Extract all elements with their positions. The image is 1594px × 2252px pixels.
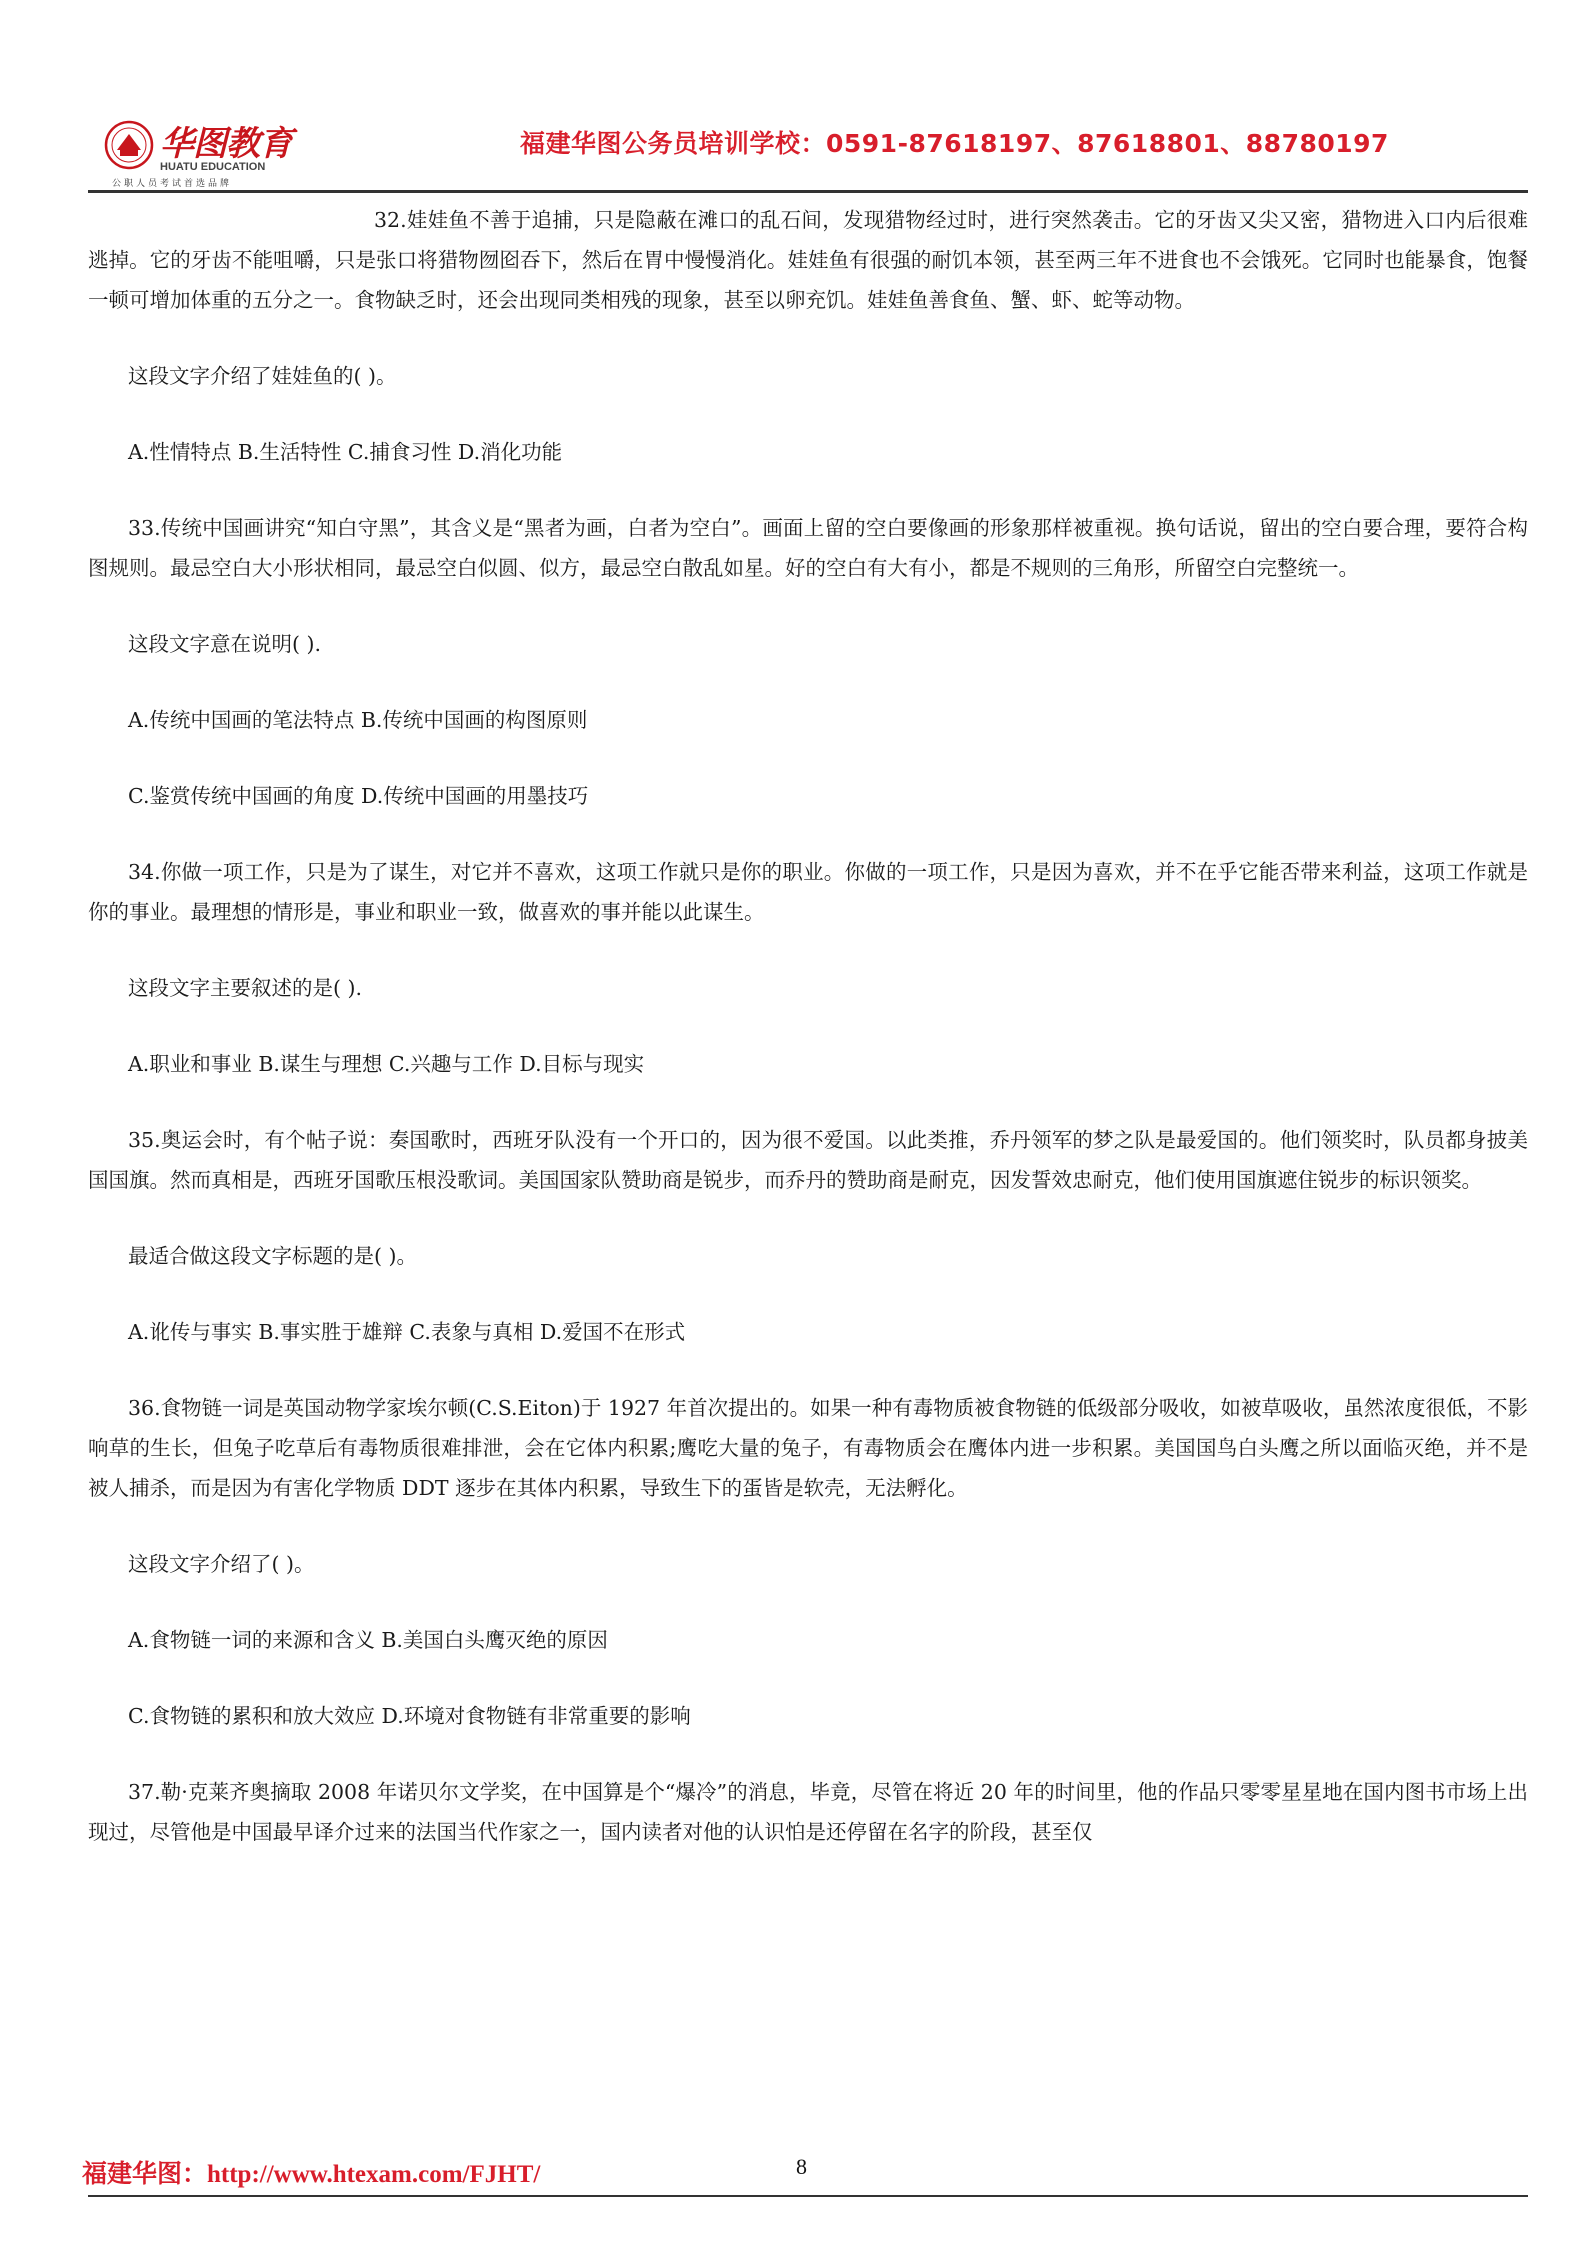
question-passage: 35.奥运会时，有个帖子说：奏国歌时，西班牙队没有一个开口的，因为很不爱国。以此类推，乔丹领军的梦之队是最爱国的。他们领奖时，队员都身披美国国旗。然而真相是，西班牙国歌压根没歌词。美国国家队赞助商是锐步，而乔丹的赞助商是耐克，因发誓效忠耐克，他们使用国旗遮住锐步的标识领奖。: [88, 1128, 1528, 1192]
question-passage: 37.勒·克莱齐奥摘取 2008 年诺贝尔文学奖，在中国算是个“爆冷”的消息，毕竟，尽管在将近 20 年的时间里，他的作品只零零星星地在国内图书市场上出现过，尽管他是中国最早译介过来的法国当代作家之一，国内读者对他的认识怕是还停留在名字的阶段，甚至仅: [88, 1780, 1528, 1844]
question-passage: 32.娃娃鱼不善于追捕，只是隐蔽在滩口的乱石间，发现猎物经过时，进行突然袭击。它的牙齿又尖又密，猎物进入口内后很难逃掉。它的牙齿不能咀嚼，只是张口将猎物囫囵吞下，然后在胃中慢慢消化。娃娃鱼有很强的耐饥本领，甚至两三年不进食也不会饿死。它同时也能暴食，饱餐一顿可增加体重的五分之一。食物缺乏时，还会出现同类相残的现象，甚至以卵充饥。娃娃鱼善食鱼、蟹、虾、蛇等动物。: [88, 208, 1528, 312]
huatu-logo: [100, 112, 310, 192]
logo-slogan: 公职人员考试首选品牌: [112, 179, 233, 189]
question-options: A.传统中国画的笔法特点 B.传统中国画的构图原则: [128, 708, 588, 732]
header-divider: [88, 190, 1528, 193]
question-stem: 这段文字介绍了娃娃鱼的( )。: [128, 364, 397, 388]
seal-icon: [104, 120, 154, 170]
page-header: [0, 0, 1594, 200]
question-stem: 最适合做这段文字标题的是( )。: [128, 1244, 418, 1268]
page-number: 8: [796, 2154, 807, 2179]
question-stem: 这段文字主要叙述的是( ).: [128, 976, 363, 1000]
question-options: A.职业和事业 B.谋生与理想 C.兴趣与工作 D.目标与现实: [128, 1052, 645, 1076]
question-passage: 34.你做一项工作，只是为了谋生，对它并不喜欢，这项工作就只是你的职业。你做的一项工作，只是因为喜欢，并不在乎它能否带来利益，这项工作就是你的事业。最理想的情形是，事业和职业一致，做喜欢的事并能以此谋生。: [88, 860, 1528, 924]
page-content: [88, 200, 1528, 1852]
question-passage: 33.传统中国画讲究“知白守黑”，其含义是“黑者为画，白者为空白”。画面上留的空白要像画的形象那样被重视。换句话说，留出的空白要合理，要符合构图规则。最忌空白大小形状相同，最忌空白似圆、似方，最忌空白散乱如星。好的空白有大有小，都是不规则的三角形，所留空白完整统一。: [88, 516, 1528, 580]
question-options: A.食物链一词的来源和含义 B.美国白头鹰灭绝的原因: [128, 1628, 608, 1652]
question-stem: 这段文字意在说明( ).: [128, 632, 322, 656]
logo-english-name: HUATU EDUCATION: [160, 161, 266, 173]
question-options: A.讹传与事实 B.事实胜于雄辩 C.表象与真相 D.爱国不在形式: [128, 1320, 686, 1344]
footer-divider: [88, 2195, 1528, 2197]
question-stem: 这段文字介绍了( )。: [128, 1552, 315, 1576]
footer-website-link[interactable]: 福建华图：http://www.htexam.com/FJHT/: [82, 2161, 541, 2188]
hotline-banner: 福建华图公务员培训学校：0591-87618197、87618801、88780197: [520, 129, 1389, 158]
question-options: C.食物链的累积和放大效应 D.环境对食物链有非常重要的影响: [128, 1704, 691, 1728]
question-options: A.性情特点 B.生活特性 C.捕食习性 D.消化功能: [128, 440, 563, 464]
question-passage: 36.食物链一词是英国动物学家埃尔顿(C.S.Eiton)于 1927 年首次提出的。如果一种有毒物质被食物链的低级部分吸收，如被草吸收，虽然浓度很低，不影响草的生长，但兔子吃草后有毒物质很难排泄，会在它体内积累;鹰吃大量的兔子，有毒物质会在鹰体内进一步积累。美国国鸟白头鹰之所以面临灭绝，并不是被人捕杀，而是因为有害化学物质 DDT 逐步在其体内积累，导致生下的蛋皆是软壳，无法孵化。: [88, 1396, 1528, 1500]
logo-name: 华图教育: [160, 124, 292, 164]
question-options: C.鉴赏传统中国画的角度 D.传统中国画的用墨技巧: [128, 784, 589, 808]
